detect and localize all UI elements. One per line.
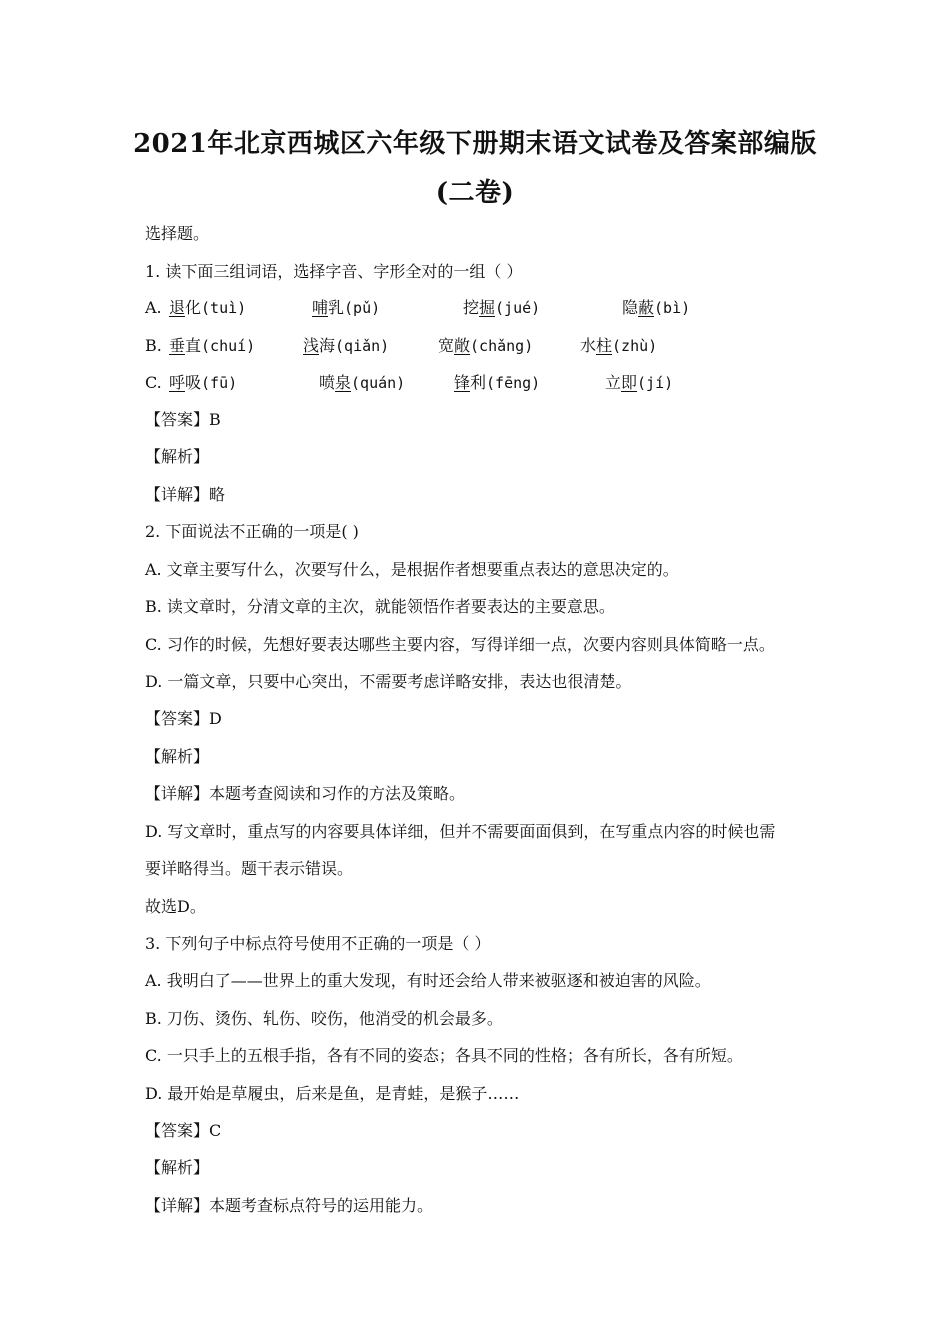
q3-answer: 【答案】C (145, 1121, 222, 1140)
q1-a-word1: 退化(tuì) (169, 298, 247, 317)
q3-stem: 3. 下列句子中标点符号使用不正确的一项是（ ） (145, 934, 491, 953)
q3-option-a: A. 我明白了——世界上的重大发现，有时还会给人带来被驱逐和被迫害的风险。 (145, 971, 711, 990)
q1-option-c (0, 373, 950, 395)
q2-analysis: 【解析】 (145, 747, 210, 766)
q2-detail: 【详解】本题考查阅读和习作的方法及策略。 (145, 784, 466, 803)
q2-option-c: C. 习作的时候，先想好要表达哪些主要内容，写得详细一点，次要内容则具体简略一点。 (145, 635, 775, 654)
document-title-line1: 2021年北京西城区六年级下册期末语文试卷及答案部编版 (133, 129, 817, 159)
q2-choice: 故选D。 (145, 897, 206, 916)
q1-c-word3: 锋利(fēng) (454, 373, 541, 392)
q1-c-word4: 立即(jí) (605, 373, 674, 392)
q2-explanation-line2: 要详略得当。题干表示错误。 (145, 859, 354, 878)
q3-option-c: C. 一只手上的五根手指，各有不同的姿态；各具不同的性格；各有所长，各有所短。 (145, 1046, 743, 1065)
q2-option-a: A. 文章主要写什么，次要写什么，是根据作者想要重点表达的意思决定的。 (145, 560, 679, 579)
q1-c-word1: 呼吸(fū) (169, 373, 238, 392)
q1-detail: 【详解】略 (145, 485, 226, 504)
q2-option-d: D. 一篇文章，只要中心突出，不需要考虑详略安排，表达也很清楚。 (145, 672, 632, 691)
q1-b-word4: 水柱(zhù) (580, 336, 658, 355)
document-title-line2: (二卷) (435, 178, 515, 208)
q1-answer: 【答案】B (145, 410, 221, 429)
q1-b-label: B. (145, 336, 162, 355)
q1-a-word4: 隐蔽(bì) (622, 298, 691, 317)
q1-b-word3: 宽敞(chǎng) (438, 336, 534, 355)
q1-c-label: C. (145, 373, 162, 392)
q1-c-word2: 喷泉(quán) (319, 373, 406, 392)
q1-a-word2: 哺乳(pǔ) (312, 298, 381, 317)
q2-stem: 2. 下面说法不正确的一项是( ) (145, 522, 359, 541)
q1-stem: 1. 读下面三组词语，选择字音、字形全对的一组（ ） (145, 262, 523, 281)
q1-b-word2: 浅海(qiǎn) (303, 336, 390, 355)
q1-b-word1: 垂直(chuí) (169, 336, 256, 355)
q3-analysis: 【解析】 (145, 1158, 210, 1177)
q1-a-word3: 挖掘(jué) (463, 298, 541, 317)
q2-answer: 【答案】D (145, 709, 222, 728)
section-heading: 选择题。 (145, 224, 210, 243)
q2-option-b: B. 读文章时，分清文章的主次，就能领悟作者要表达的主要意思。 (145, 597, 615, 616)
q3-option-d: D. 最开始是草履虫，后来是鱼，是青蛙，是猴子…… (145, 1084, 520, 1103)
q3-detail: 【详解】本题考查标点符号的运用能力。 (145, 1196, 434, 1215)
q3-option-b: B. 刀伤、烫伤、轧伤、咬伤，他消受的机会最多。 (145, 1009, 503, 1028)
q1-option-b (0, 336, 950, 358)
q1-analysis: 【解析】 (145, 447, 210, 466)
q2-explanation-line1: D. 写文章时，重点写的内容要具体详细，但并不需要面面俱到，在写重点内容的时候也需 (145, 822, 776, 841)
q1-a-label: A. (145, 298, 162, 317)
q1-option-a (0, 298, 950, 320)
